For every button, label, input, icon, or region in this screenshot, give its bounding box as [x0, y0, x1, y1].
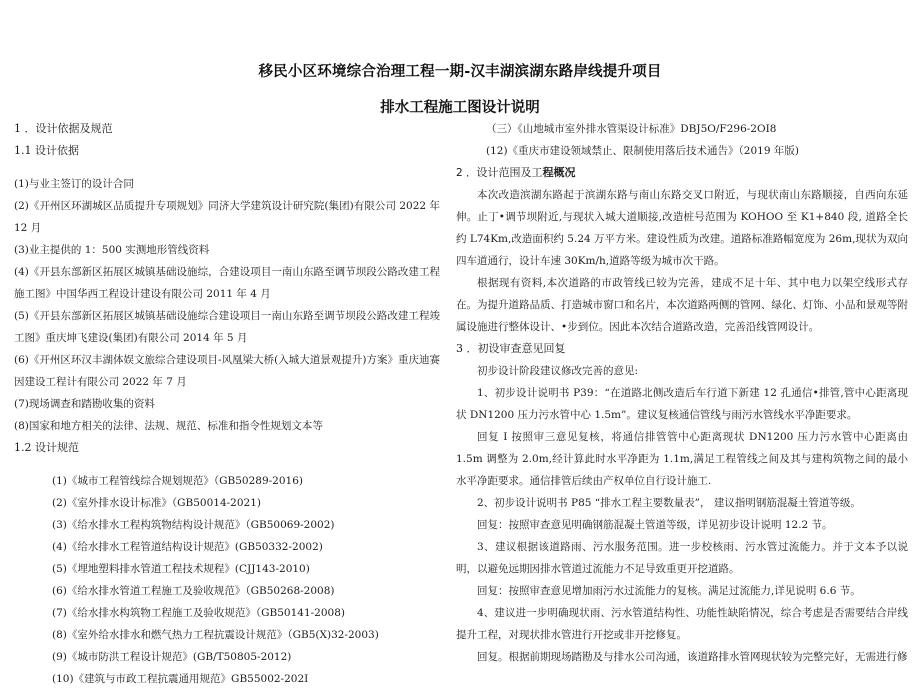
norm-item: (7)《给水排水构筑物工程施工及验收规范》（GB50141-2008) [52, 607, 345, 619]
norm-item: (4)《给水排水工程管道结构设计规范》(GB50332-2002) [52, 541, 323, 553]
basis-item: (4)《开县东部新区拓展区城镇基础设施综，合建设项目一南山东路至调节坝段公路改建工程施工图》中国华西工程设计建设有限公司 2011 年 4 月 [14, 266, 440, 300]
basis-item: (7)现场调查和踏勘收集的资料 [14, 398, 155, 410]
section-1-2-heading: 1.2 设计规范 [14, 441, 79, 454]
section-1-1-heading: 1.1 设计依据 [14, 144, 79, 157]
norm-item: (6)《给水排水管道工程施工及验收规范》（GB50268-2008) [52, 585, 335, 597]
section-2-heading [456, 162, 908, 184]
review-question: 2、初步设计说明书 P85 “排水工程主要数量表”， 建议指明钢筋混凝土管道等级。 [477, 497, 861, 509]
review-answer: 回复：按照审查意见增加雨污水过流能力的复核。满足过流能力,详见说明 6.6 节。 [477, 585, 861, 597]
spacer [14, 162, 440, 173]
basis-item: (8)国家和地方相关的法律、法规、规范、标准和指令性规划文本等 [14, 420, 323, 432]
left-column [0, 118, 452, 690]
norm-item: (1)《城市工程管线综合规划规范》（GB50289-2016) [52, 475, 303, 487]
basis-item: (3)业主提供的 1：500 实测地形管线资料 [14, 244, 210, 256]
spacer [14, 459, 440, 470]
section-2-number: 2 ． [456, 167, 477, 179]
review-answer: 回复。根据前期现场踏勘及与排水公司沟通，该道路排水管网现状较为完整完好，无需进行修 [477, 651, 908, 663]
review-question: 4、建议进一步明确现状雨、污水管道结构性、功能性缺陷情况，综合考虑是否需要结合岸线提升工程，对现状排水管进行开挖或非开挖修复。 [456, 607, 908, 641]
section-2-label-a: 设计范围及工 [476, 166, 543, 179]
norm-item: (9)《城市防洪工程设计规范》(GB/T50805-2012) [52, 651, 292, 663]
section-2-paragraph: 本次改造滨湖东路起于滨湖东路与南山东路交叉口附近，与现状南山东路顺接，自西向东延伸。止丁•调节坝附近,与现状入城大道顺接,改造桩号范围为 KOHOO 至 K1+840 段, 道路全长约 L74Km,改造面积约 5.24 万平方米。建设性质为改建。道路标准路幅宽度为 26m,现状为双向四车道通行，设计车速 30Km/h,道路等级为城市次干路。 [456, 189, 908, 267]
section-2-paragraph: 根据现有资料,本次道路的市政管线已较为完善，建成不足十年、其中电力以架空线形式存在。为提升道路品质、打造城市窗口和名片，本次道路两侧的管网、绿化、灯饰、小品和景观等附属设施进行整体设计、•步到位。因此本次结合道路改造，完善沿线管网设计。 [456, 277, 908, 333]
norm-item-continued: (12)《重庆市建设领域禁止、限制使用落后技术通告》（2019 年版) [486, 145, 799, 157]
right-column [452, 118, 920, 668]
section-2-label-b: 程概况 [542, 166, 576, 179]
norm-item: (3)《给水排水工程构筑物结构设计规范》（GB50069-2002) [52, 519, 335, 531]
norm-item-continued: （三）《山地城市室外排水管渠设计标准》DBJ5O/F296-2OI8 [486, 123, 777, 135]
basis-item: (5)《开县东部新区拓展区城镇基础设施综合建设项目一南山东路至调节坝段公路改建工程竣工图》重庆坤飞建设(集团)有限公司 2014 年 5 月 [14, 310, 440, 344]
review-answer: 回复：按照审查意见明确钢筋混凝土管道等级，详见初步设计说明 12.2 节。 [477, 519, 833, 531]
review-answer: 回复 I 按照审三意见复核，将通信排管管中心距离现状 DN1200 压力污水管中心距离由 1.5m 调整为 2.0m,经计算此时水平净距为 1.1m,满足工程管线之间及其与建构筑物之间的最小水平净距要求。通信排管后续由产权单位自行设计施工. [456, 431, 908, 487]
section-3-heading: 3 ．初设审查意见回复 [456, 342, 566, 355]
basis-item: (2)《开州区环湖城区品质提升专项规划》同济大学建筑设计研究院(集团)有限公司 2022 年 12 月 [14, 200, 440, 234]
review-question: 1、初步设计说明书 P39：“在道路北侧改造后车行道下新建 12 孔通信•排管,管中心距离现状 DN1200 压力污水管中心 1.5m”。建议复核通信管线与雨污水管线水平净距要求。 [456, 387, 908, 421]
basis-item: (1)与业主签订的设计合同 [14, 178, 134, 190]
norm-item: (5)《埋地塑料排水管道工程技术规程》(CJJ143-2010) [52, 563, 310, 575]
page-title: 移民小区环境综合治理工程一期-汉丰湖滨湖东路岸线提升项目 [258, 63, 662, 80]
norm-item: (10)《建筑与市政工程抗震通用规范》GB55002-202I [52, 673, 309, 685]
section-3-lead: 初步设计阶段建议修改完善的意见: [477, 365, 639, 377]
review-question: 3、建议根据该道路雨、污水服务范围。进一步校核雨、污水管过流能力。并于文本予以说明，以避免远期因排水管道过流能力不足导致重更开挖道路。 [456, 541, 908, 575]
basis-item: (6)《开州区环汉丰湖体娱文旅综合建设项目-风凰梁大桥(入城大道景观提升)方案》重庆迪赛因建设工程计有限公司 2022 年 7 月 [14, 354, 440, 388]
page-subtitle: 排水工程施工图设计说明 [380, 99, 540, 116]
norm-item: (8)《室外给水排水和燃气热力工程抗震设计规范》（GB5(X)32-2003) [52, 629, 379, 641]
document-body [0, 118, 920, 685]
norm-item: (2)《室外排水设计标准》（GB50014-2021) [52, 497, 261, 509]
title-block [0, 62, 920, 118]
section-1-heading: 1 ．设计依据及规范 [14, 122, 113, 135]
